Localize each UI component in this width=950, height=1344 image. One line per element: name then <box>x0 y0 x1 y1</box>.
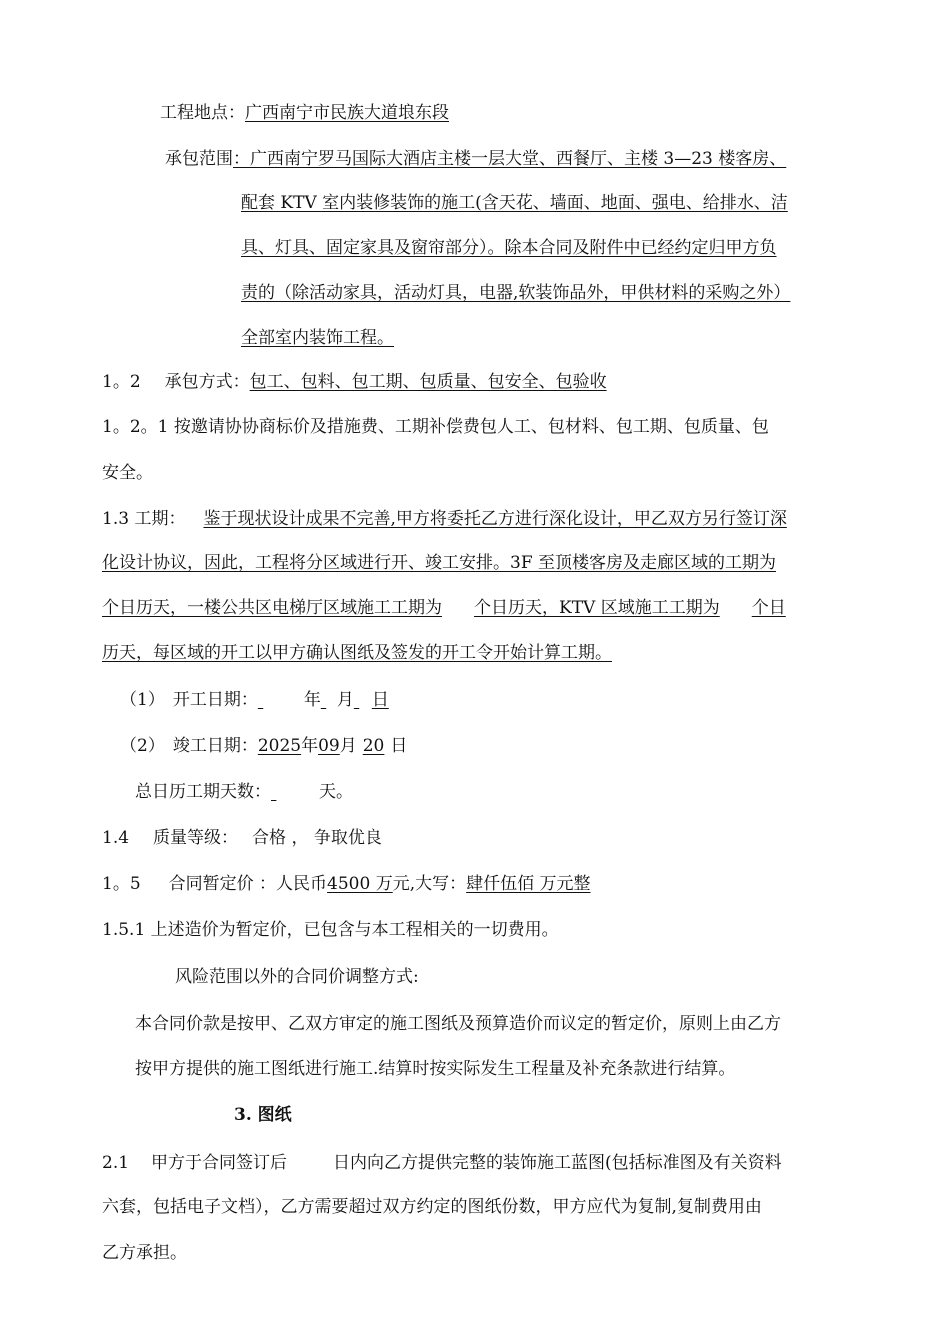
s1-3-label: 1.3 工期： <box>102 509 186 529</box>
s1-2-label: 承包方式： <box>164 372 250 392</box>
s1-5-num: 1。5 <box>102 874 141 894</box>
s1-3-text-3c: 个日 <box>751 598 786 618</box>
section-1-5 <box>102 872 591 896</box>
section-1-3-line-1 <box>102 507 787 531</box>
s1-5-label: 合同暂定价 ：人民币 <box>168 874 328 894</box>
scope-line-3: 具、灯具、固定家具及窗帘部分）。除本合同及附件中已经约定归甲方负 <box>241 238 777 258</box>
project-location <box>160 101 449 125</box>
end-year-value: 2025 <box>257 736 302 756</box>
start-day-label: 日 <box>371 690 389 710</box>
location-label: 工程地点： <box>160 103 245 123</box>
section-1-3-line-4 <box>102 641 650 665</box>
s2-1-text-1b: 日内向乙方提供完整的装饰施工蓝图(包括标准图及有关资料 <box>333 1153 782 1173</box>
location-value: 广西南宁市民族大道埌东段 <box>245 103 449 123</box>
s1-4-num: 1.4 <box>102 828 130 848</box>
s1-4-label: 质量等级： <box>153 828 239 848</box>
s1-4-value: 合格 ， 争取优良 <box>252 828 382 848</box>
end-month-label: 月 <box>339 736 357 756</box>
section-2-1-line-3: 乙方承担。 <box>102 1243 187 1263</box>
end-day-value: 20 <box>362 736 385 756</box>
s1-3-text-4: 历天，每区域的开工以甲方确认图纸及签发的开工令开始计算工期。 <box>102 643 612 663</box>
s2-1-text-1a: 甲方于合同签订后 <box>151 1153 288 1173</box>
s1-5-words: 肆仟伍佰 万元整 <box>466 874 591 894</box>
s1-2-num: 1。2 <box>102 372 141 392</box>
s1-3-text-3a: 个日历天，一楼公共区电梯厅区域施工工期为 <box>102 598 442 618</box>
s1-5-amount: 4500 万 <box>327 874 393 894</box>
section-1-3-line-2: 化设计协议，因此，工程将分区域进行开、竣工安排。3F 至顶楼客房及走廊区域的工期为 <box>102 553 777 573</box>
risk-adjust-heading: 风险范围以外的合同价调整方式: <box>175 967 419 987</box>
start-label: 开工日期： <box>172 690 258 710</box>
end-label: 竣工日期： <box>172 736 258 756</box>
total-days <box>135 780 353 804</box>
section-2-1-line-2: 六套，包括电子文档），乙方需要超过双方约定的图纸份数，甲方应代为复制,复制费用由 <box>102 1197 762 1217</box>
start-date <box>120 688 389 712</box>
section-1-2 <box>102 370 607 394</box>
end-month-value: 09 <box>318 736 340 756</box>
end-date <box>120 734 407 758</box>
adjust-line-1: 本合同价款是按甲、乙双方审定的施工图纸及预算造价而议定的暂定价，原则上由乙方 <box>135 1014 781 1034</box>
total-unit: 天。 <box>319 782 353 802</box>
start-month-label: 月 <box>336 690 354 710</box>
section-1-5-1: 1.5.1 上述造价为暂定价，已包含与本工程相关的一切费用。 <box>102 920 559 940</box>
scope-text-1: ：广西南宁罗马国际大酒店主楼一层大堂、西餐厅、主楼 3—23 楼客房、 <box>233 149 787 169</box>
total-label: 总日历工期天数： <box>135 782 271 802</box>
scope-line-4: 责的（除活动家具，活动灯具，电器,软装饰品外，甲供材料的采购之外） <box>241 283 791 303</box>
start-year-label: 年 <box>303 690 321 710</box>
end-num: （2） <box>120 736 165 756</box>
start-num: （1） <box>120 690 165 710</box>
section-1-2-1-line-2: 安全。 <box>102 463 153 483</box>
s1-2-value: 包工、包料、包工期、包质量、包安全、包验收 <box>249 372 607 392</box>
s1-3-text-1: 鉴于现状设计成果不完善,甲方将委托乙方进行深化设计，甲乙双方另行签订深 <box>203 509 787 529</box>
section-1-3-line-3 <box>102 596 786 620</box>
scope-line-5: 全部室内装饰工程。 <box>241 328 394 348</box>
section-heading-drawings: 3. 图纸 <box>234 1105 292 1125</box>
s1-5-suffix: 元,大写： <box>392 874 467 894</box>
end-year-label: 年 <box>301 736 319 756</box>
s2-1-num: 2.1 <box>102 1153 130 1173</box>
adjust-line-2: 按甲方提供的施工图纸进行施工.结算时按实际发生工程量及补充条款进行结算。 <box>135 1059 736 1079</box>
s1-3-text-3b: 个日历天，KTV 区域施工工期为 <box>474 598 720 618</box>
section-1-2-1-line-1: 1。2。1 按邀请协协商标价及措施费、工期补偿费包人工、包材料、包工期、包质量、包 <box>102 417 769 437</box>
section-1-4 <box>102 826 382 850</box>
section-2-1-line-1 <box>102 1151 782 1175</box>
scope-line-2: 配套 KTV 室内装修装饰的施工(含天花、墙面、地面、强电、给排水、洁 <box>241 193 788 213</box>
scope-label: 承包范围 <box>165 149 233 169</box>
scope-line-1 <box>165 147 786 171</box>
end-day-label: 日 <box>390 736 408 756</box>
